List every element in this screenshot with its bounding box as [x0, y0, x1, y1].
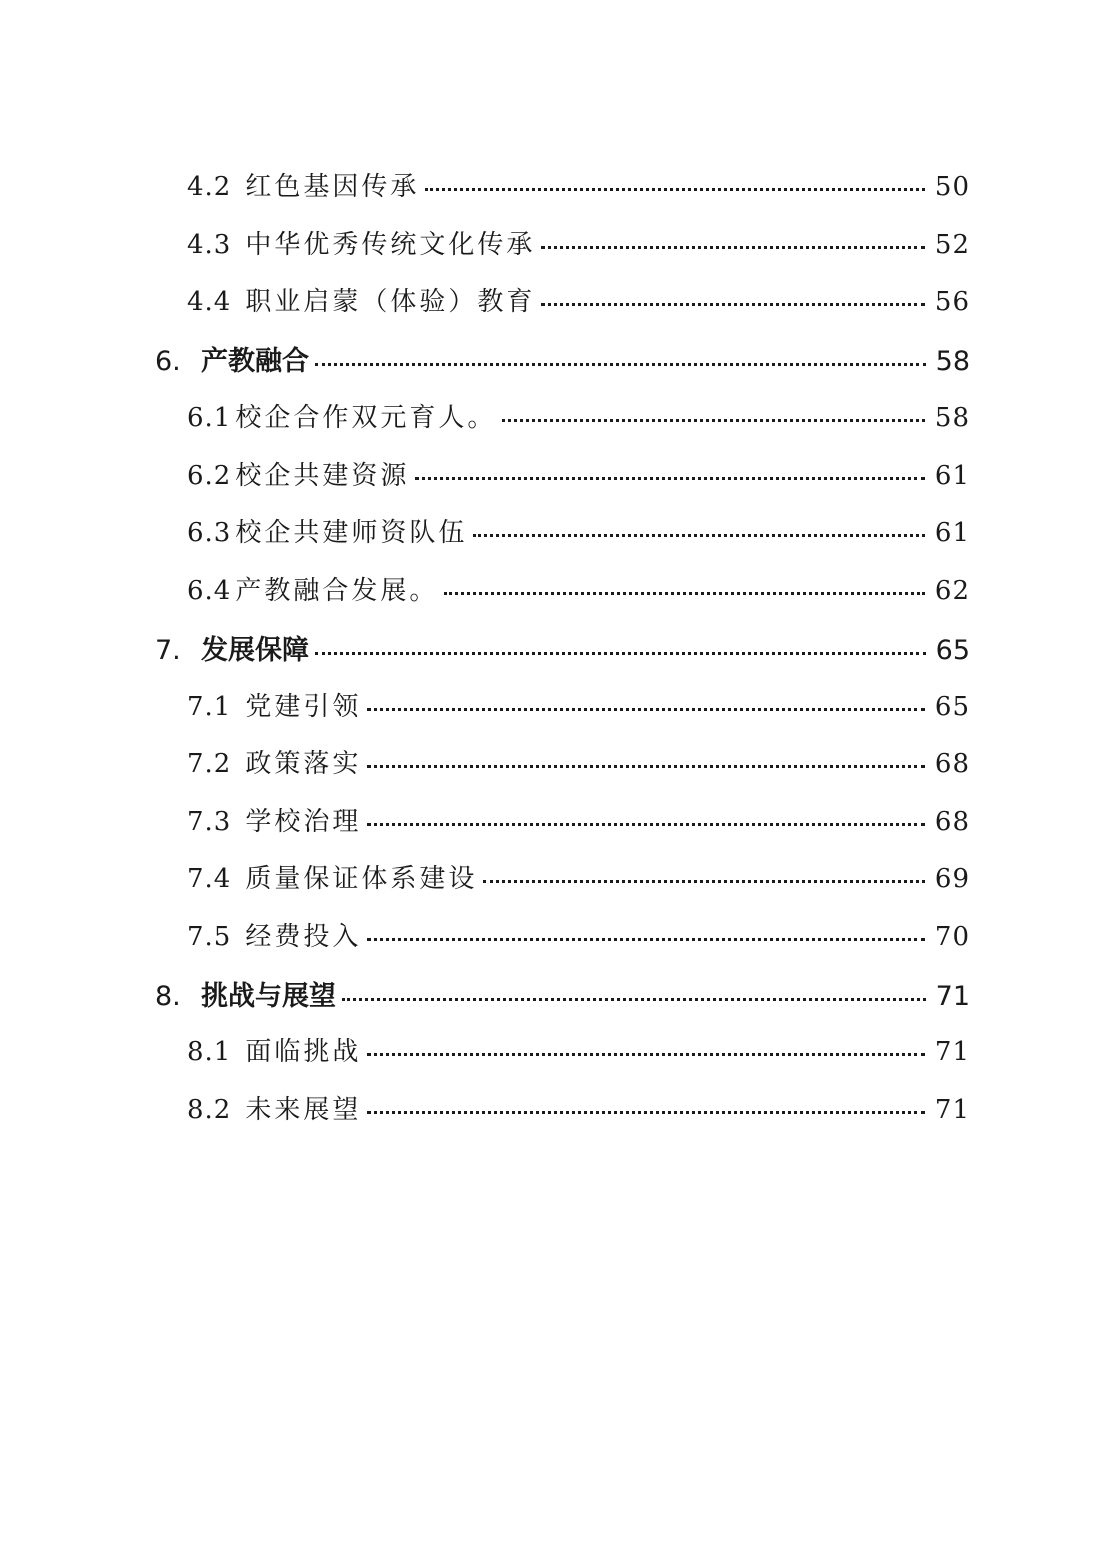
- toc-entry-page: 71: [934, 1037, 970, 1067]
- toc-entry-title: 职业启蒙（体验）教育: [245, 287, 536, 317]
- toc-entry-7[interactable]: [155, 628, 970, 668]
- toc-entry-page: 68: [934, 749, 970, 779]
- toc-entry-number: 6.: [155, 346, 181, 377]
- dot-leader: [502, 419, 925, 422]
- dot-leader: [342, 998, 926, 1001]
- toc-entry-number: 7.1: [187, 692, 232, 722]
- toc-entry-title: 未来展望: [245, 1095, 362, 1125]
- toc-entry-title: 校企合作双元育人。: [235, 403, 497, 433]
- toc-entry-7-3[interactable]: [155, 801, 970, 841]
- toc-entry-7-5[interactable]: [155, 916, 970, 956]
- toc-entry-title: 中华优秀传统文化传承: [245, 230, 536, 260]
- toc-entry-6-1[interactable]: [155, 397, 970, 437]
- toc-entry-page: 69: [934, 864, 970, 894]
- toc-entry-title: 产教融合: [201, 346, 309, 377]
- toc-entry-page: 65: [934, 692, 970, 722]
- dot-leader: [315, 652, 926, 655]
- toc-entry-page: 50: [934, 172, 970, 202]
- dot-leader: [541, 246, 925, 249]
- toc-entry-title: 经费投入: [245, 922, 362, 952]
- toc-entry-number: 7.4: [187, 864, 232, 894]
- toc-entry-title: 学校治理: [245, 807, 362, 837]
- toc-entry-page: 62: [934, 576, 970, 606]
- toc-entry-number: 8.: [155, 981, 181, 1012]
- dot-leader: [367, 1111, 925, 1114]
- toc-entry-page: 71: [935, 981, 970, 1012]
- toc-entry-number: 8.2: [187, 1095, 232, 1125]
- toc-entry-7-2[interactable]: [155, 743, 970, 783]
- toc-entry-number: 4.3: [187, 230, 232, 260]
- toc-entry-page: 65: [935, 635, 970, 666]
- toc-entry-page: 70: [934, 922, 970, 952]
- dot-leader: [367, 938, 925, 941]
- toc-entry-4-2[interactable]: [155, 166, 970, 206]
- toc-entry-title: 党建引领: [245, 692, 362, 722]
- toc-entry-title: 面临挑战: [245, 1037, 362, 1067]
- toc-entry-8-2[interactable]: [155, 1089, 970, 1129]
- dot-leader: [473, 534, 925, 537]
- toc-entry-number: 6.4: [187, 576, 232, 606]
- toc-entry-title: 红色基因传承: [245, 172, 420, 202]
- toc-entry-page: 58: [934, 403, 970, 433]
- toc-entry-title: 质量保证体系建设: [245, 864, 478, 894]
- toc-entry-page: 56: [934, 287, 970, 317]
- dot-leader: [483, 880, 925, 883]
- dot-leader: [315, 363, 926, 366]
- toc-entry-page: 58: [935, 346, 970, 377]
- toc-entry-title: 产教融合发展。: [235, 576, 439, 606]
- toc-entry-7-1[interactable]: [155, 686, 970, 726]
- dot-leader: [415, 477, 925, 480]
- toc-entry-6-3[interactable]: [155, 512, 970, 552]
- toc-entry-4-4[interactable]: [155, 281, 970, 321]
- toc-entry-number: 6.3: [187, 518, 232, 548]
- toc-entry-page: 52: [934, 230, 970, 260]
- toc-entry-number: 6.2: [187, 461, 232, 491]
- toc-entry-6-2[interactable]: [155, 455, 970, 495]
- toc-entry-8-1[interactable]: [155, 1031, 970, 1071]
- toc-entry-7-4[interactable]: [155, 858, 970, 898]
- dot-leader: [367, 765, 925, 768]
- dot-leader: [367, 1053, 925, 1056]
- toc-entry-6-4[interactable]: [155, 570, 970, 610]
- toc-entry-number: 7.5: [187, 922, 232, 952]
- toc-entry-title: 校企共建师资队伍: [235, 518, 468, 548]
- toc-entry-title: 政策落实: [245, 749, 362, 779]
- toc-entry-number: 7.3: [187, 807, 232, 837]
- toc-entry-title: 发展保障: [201, 635, 309, 666]
- dot-leader: [444, 592, 925, 595]
- toc-entry-8[interactable]: [155, 974, 970, 1014]
- toc-entry-number: 4.2: [187, 172, 232, 202]
- toc-entry-number: 4.4: [187, 287, 232, 317]
- toc-entry-number: 6.1: [187, 403, 232, 433]
- toc-entry-page: 68: [934, 807, 970, 837]
- toc-entry-number: 7.: [155, 635, 181, 666]
- dot-leader: [367, 708, 925, 711]
- toc-entry-number: 8.1: [187, 1037, 232, 1067]
- dot-leader: [541, 303, 925, 306]
- dot-leader: [367, 823, 925, 826]
- toc-entry-page: 71: [934, 1095, 970, 1125]
- toc-entry-title: 校企共建资源: [235, 461, 410, 491]
- toc-entry-6[interactable]: [155, 339, 970, 379]
- toc-entry-page: 61: [934, 518, 970, 548]
- toc-entry-number: 7.2: [187, 749, 232, 779]
- toc-entry-4-3[interactable]: [155, 224, 970, 264]
- toc-entry-page: 61: [934, 461, 970, 491]
- dot-leader: [425, 188, 925, 191]
- toc-entry-title: 挑战与展望: [201, 981, 336, 1012]
